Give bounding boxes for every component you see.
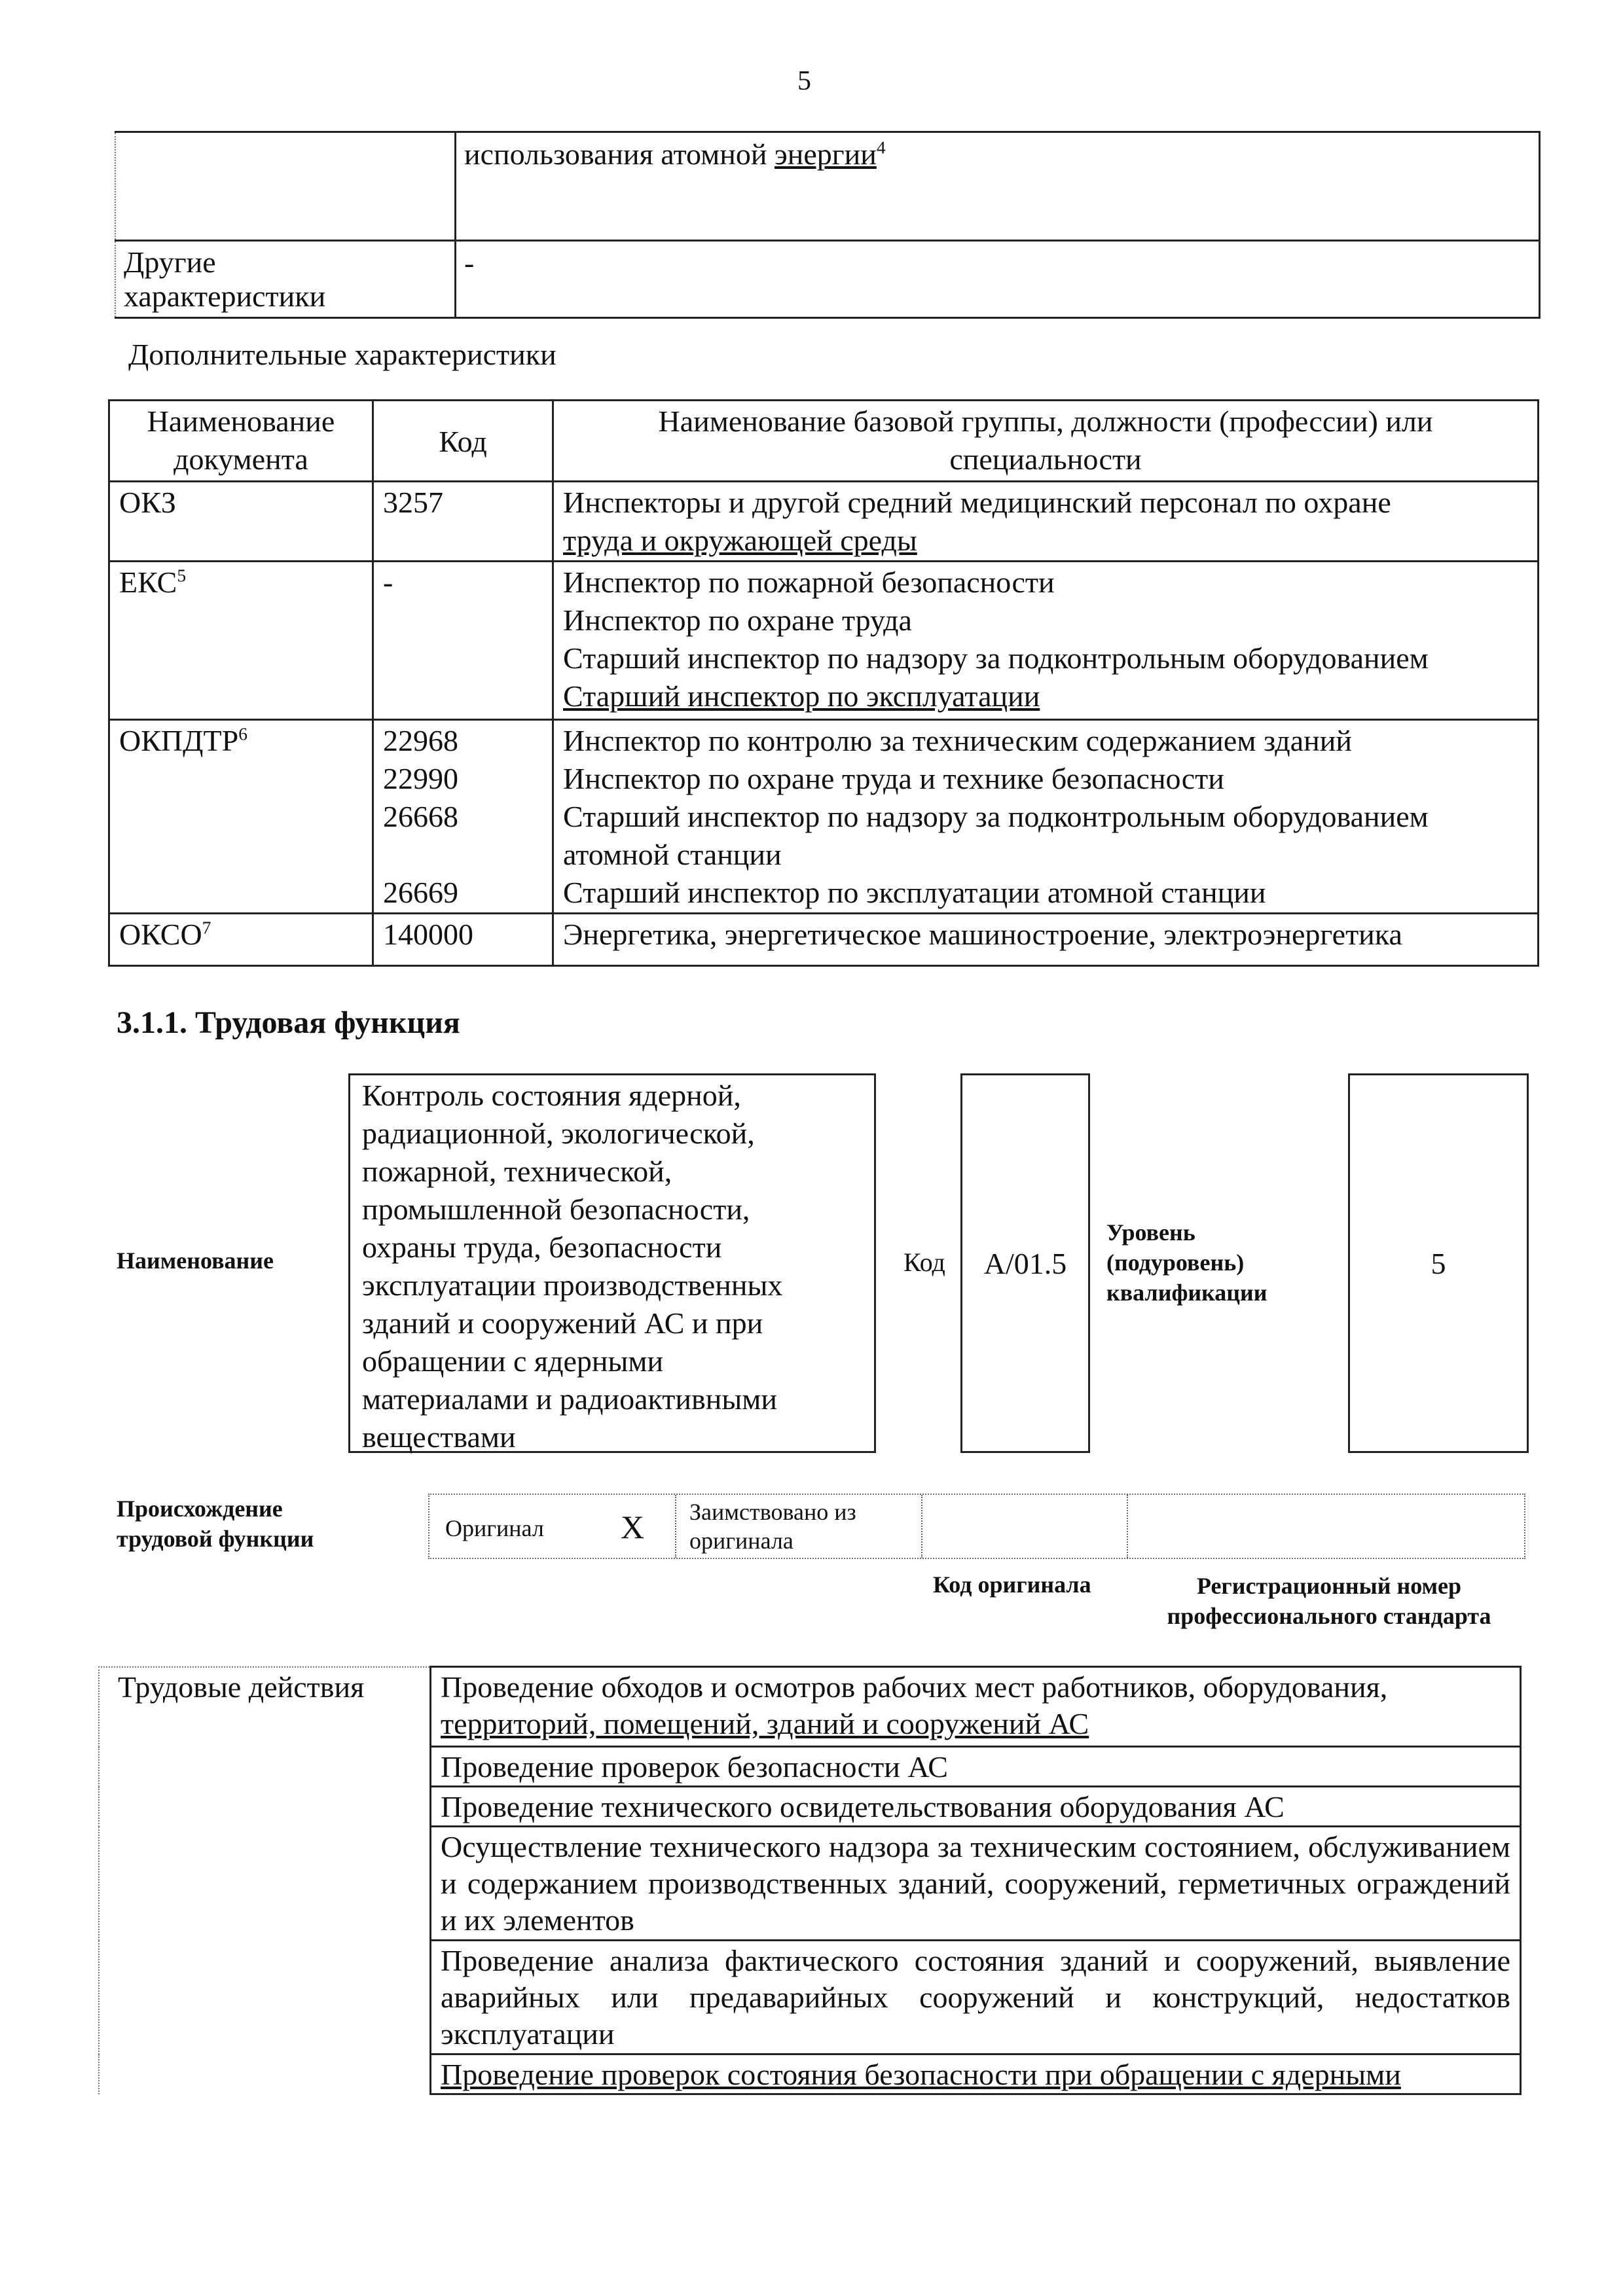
- function-name-box: Контроль состояния ядерной, радиационной, экологической, пожарной, технической, промышленной безопасности, охраны труда, безопасности эксплуатации производственных зданий и сооружений АС и при обращении с ядерными материалами и радиоактивными веществами: [348, 1073, 876, 1453]
- origin-label: Происхождение трудовой функции: [117, 1496, 314, 1552]
- original-mark: X: [621, 1509, 645, 1545]
- list-item: Проведение проверок безопасности АС: [431, 1747, 1521, 1787]
- doc-okpdtr: ОКПДТР$^6$: [109, 720, 373, 914]
- level-label: Уровень (подуровень) квалификации: [1106, 1219, 1267, 1306]
- section-title: 3.1.1. Трудовая функция: [117, 1005, 460, 1040]
- reg-number-caption: Регистрационный номер профессионального стандарта: [1167, 1573, 1491, 1629]
- level-value-box: 5: [1348, 1073, 1529, 1453]
- list-item: Проведение обходов и осмотров рабочих мест работников, оборудования, территорий, помещений, зданий и сооружений АС: [431, 1667, 1521, 1747]
- header-document: Наименование документа: [109, 401, 373, 482]
- origin-reg-number-cell: [1128, 1495, 1524, 1558]
- code-okz: 3257: [373, 482, 553, 562]
- header-code: Код: [373, 401, 553, 482]
- page-number: 5: [797, 66, 811, 96]
- code-eks: -: [373, 562, 553, 720]
- origin-original-cell: [429, 1495, 676, 1558]
- codes-okpdtr: 22968 22990 26668 26669: [373, 720, 553, 914]
- list-item: Осуществление технического надзора за техническим состоянием, обслуживанием и содержанием производственных зданий, сооружений, герметичных ограждений и их элементов: [431, 1827, 1521, 1941]
- name-label: Наименование: [117, 1247, 274, 1274]
- doc-okso: ОКСО$^7$: [109, 914, 373, 966]
- list-item: Проведение технического освидетельствования оборудования АС: [431, 1787, 1521, 1827]
- additional-characteristics-table: [108, 399, 1539, 967]
- name-okz: Инспекторы и другой средний медицинский персонал по охране труда и окружающей среды: [553, 482, 1539, 562]
- list-item: Проведение анализа фактического состояния зданий и сооружений, выявление аварийных или предаварийных сооружений и конструкций, недостатков эксплуатации: [431, 1941, 1521, 2054]
- top-table-row1-value: использования атомной энергии$^4$: [456, 132, 1540, 241]
- labor-actions-label: Трудовые действия: [99, 1667, 431, 2094]
- code-original-caption: Код оригинала: [933, 1571, 1091, 1598]
- doc-okz: ОКЗ: [109, 482, 373, 562]
- additional-title: Дополнительные характеристики: [128, 338, 556, 371]
- list-item: Проведение проверок состояния безопасности при обращении с ядерными: [431, 2054, 1521, 2094]
- origin-borrowed-cell: [676, 1495, 922, 1558]
- origin-code-cell: [922, 1495, 1128, 1558]
- other-characteristics-label: Другие характеристики: [115, 241, 456, 318]
- other-characteristics-value: -: [456, 241, 1540, 318]
- table-header-row: [109, 401, 1539, 482]
- header-name: Наименование базовой группы, должности (профессии) или специальности: [553, 401, 1539, 482]
- labor-actions-table: [98, 1666, 1522, 2095]
- table-row: [109, 914, 1539, 966]
- code-label: Код: [903, 1247, 945, 1277]
- table-row: [109, 482, 1539, 562]
- origin-table: [428, 1494, 1525, 1559]
- table-row: [109, 720, 1539, 914]
- names-okpdtr: Инспектор по контролю за техническим содержанием зданий Инспектор по охране труда и технике безопасности Старший инспектор по надзору за подконтрольным оборудованием атомной станции Старший инспектор по эксплуатации атомной станции: [553, 720, 1539, 914]
- borrowed-label: Заимствовано из оригинала: [689, 1499, 856, 1554]
- top-table-empty-cell: [115, 132, 456, 241]
- top-table: [115, 131, 1541, 319]
- table-row: [109, 562, 1539, 720]
- name-eks: Инспектор по пожарной безопасности Инспектор по охране труда Старший инспектор по надзору за подконтрольным оборудованием Старший инспектор по эксплуатации: [553, 562, 1539, 720]
- name-okso: Энергетика, энергетическое машиностроение, электроэнергетика: [553, 914, 1539, 966]
- original-label: Оригинал: [445, 1515, 544, 1541]
- doc-eks: ЕКС$^5$: [109, 562, 373, 720]
- function-code-box: A/01.5: [960, 1073, 1090, 1453]
- code-okso: 140000: [373, 914, 553, 966]
